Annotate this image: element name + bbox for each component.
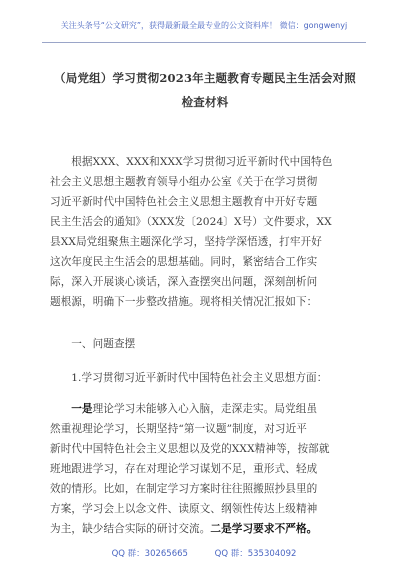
- problem-last-line: [50, 519, 360, 539]
- intro-line: 根据XXX、XXX和XXX学习贯彻习近平新时代中国特色: [71, 156, 333, 168]
- header-notice: 关注头条号“公文研究”，获得最新最全最专业的公文资料库！ 微信：gongwenyj: [60, 21, 348, 30]
- footer-qq-group-2: QQ 群：535304092: [214, 549, 297, 559]
- subsection-heading-text: 1.学习贯彻习近平新时代中国特色社会主义思想方面：: [71, 372, 328, 384]
- intro-line: 这次年度民主生活会的思想基础。同时，紧密结合工作实: [50, 256, 318, 268]
- first-point-text: 理论学习未能够入心入脑，走深走实。局党组虽: [92, 403, 318, 415]
- second-point-text: 学习要求不严格。: [231, 523, 318, 535]
- title-line-1: （局党组）学习贯彻2023年主题教育专题民主生活会对照: [54, 71, 356, 85]
- intro-line: 际，深入开展谈心谈话，深入查摆突出问题，深刻剖析问: [50, 276, 318, 288]
- problem-first-line: [50, 399, 360, 419]
- intro-line: 社会主义思想主题教育领导小组办公室《关于在学习贯彻: [50, 176, 318, 188]
- footer-contacts: [0, 548, 408, 560]
- section-heading-text: 一、问题查摆: [71, 338, 136, 350]
- first-point-marker: 一是: [71, 403, 93, 415]
- subsection-heading: [50, 368, 360, 388]
- problem-line: 然重视理论学习，长期坚持“第一议题”制度，对习近平: [50, 423, 307, 435]
- second-point-marker: 二是: [210, 523, 232, 535]
- problem-line: 方案，学习会上以念文件、读原文、纲领性传达上级精神: [50, 503, 318, 515]
- intro-line: 县XX局党组聚焦主题深化学习，坚持学深悟透，打牢开好: [50, 236, 322, 248]
- header-divider: [42, 42, 366, 43]
- intro-line: 民主生活会的通知》（XXX发〔2024〕X号）文件要求，XX: [50, 216, 332, 228]
- problem-paragraph: [50, 399, 360, 539]
- section-heading: [50, 334, 360, 354]
- problem-line: 效的情形。比如，在制定学习方案时往往照搬照抄县里的: [50, 483, 318, 495]
- problem-line-text: 为主，缺少结合实际的研讨交流。: [50, 523, 211, 535]
- title-line-2: 检查材料: [181, 95, 229, 109]
- document-title: [46, 66, 364, 114]
- intro-line: 习近平新时代中国特色社会主义思想主题教育中开好专题: [50, 196, 318, 208]
- problem-line: 班地跟进学习，存在对理论学习谋划不足，重形式、轻成: [50, 463, 318, 475]
- problem-line: 新时代中国特色社会主义思想以及党的XXX精神等，按部就: [50, 443, 330, 455]
- footer-qq-group-1: QQ 群：30265665: [111, 549, 188, 559]
- intro-line: 题根源，明确下一步整改措施。现将相关情况汇报如下：: [50, 296, 318, 308]
- intro-paragraph: [50, 152, 360, 312]
